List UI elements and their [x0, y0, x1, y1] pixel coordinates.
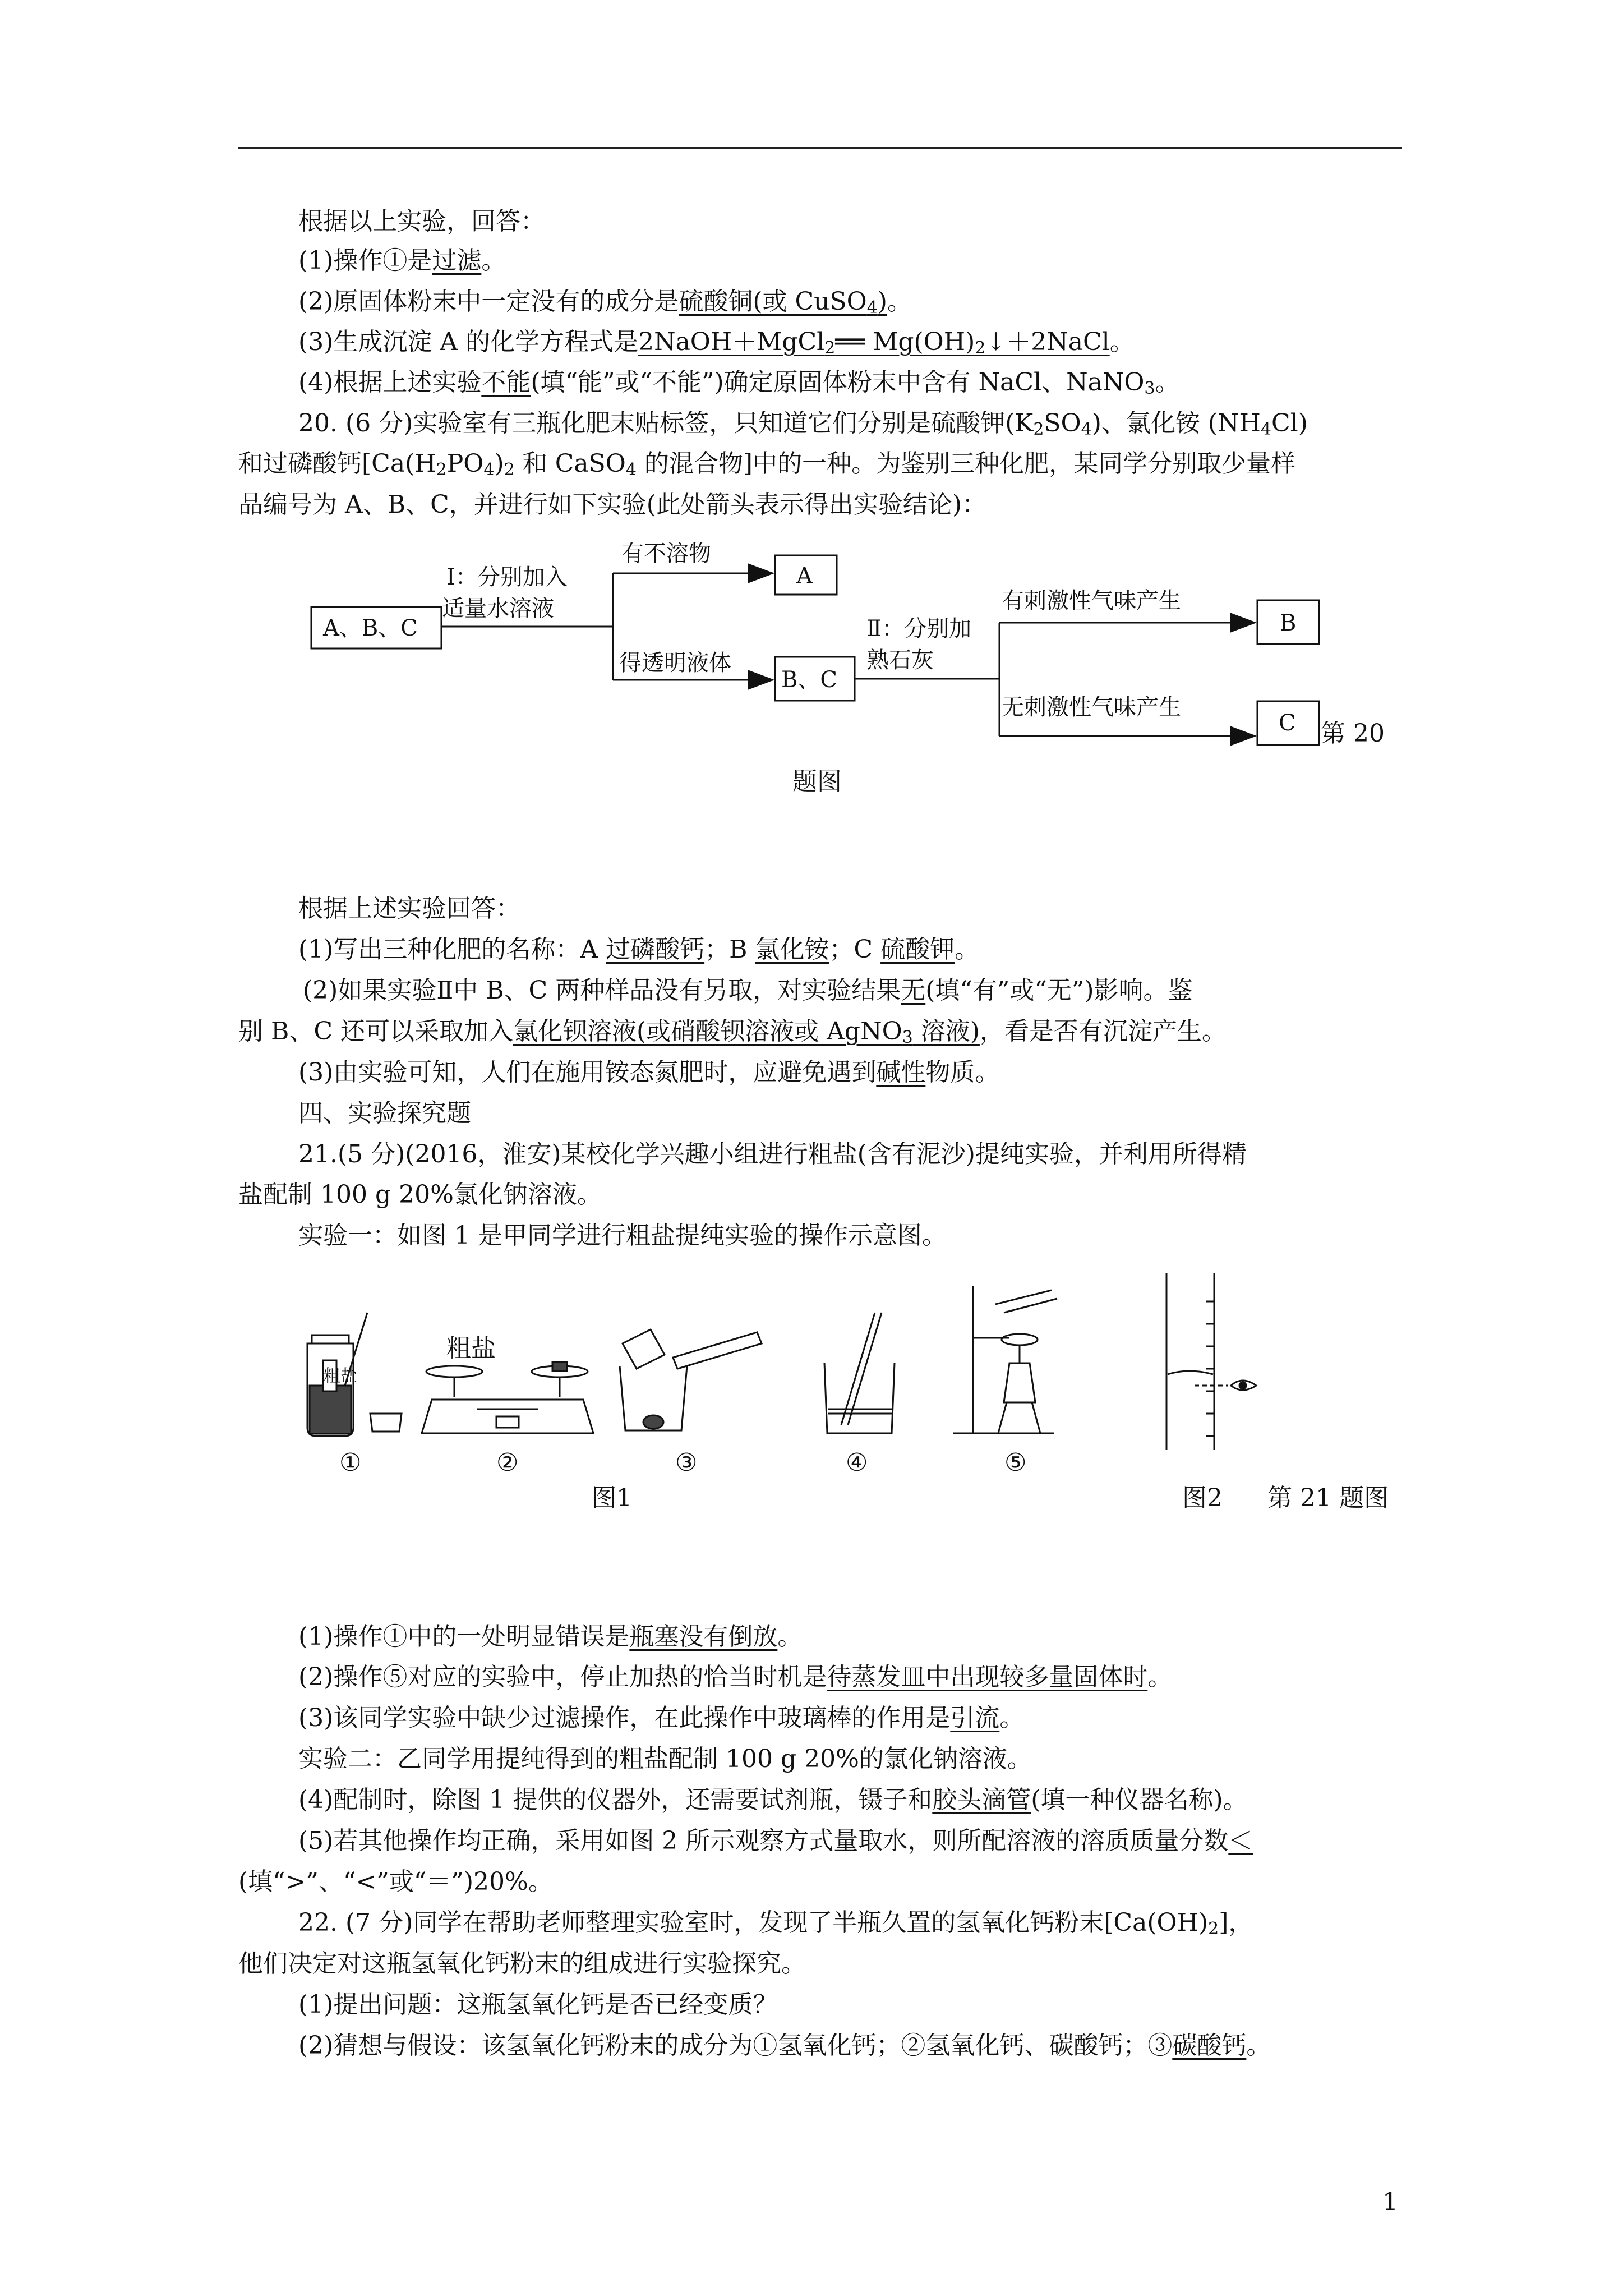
flow-branch-c-label: 无刺激性气味产生 — [1002, 694, 1181, 720]
q20-stem-line2: 和过磷酸钙[$Ca(H_2PO_4)_2$ 和 CaSO$_4$ 的混合物]中的一种。为鉴别三种化肥，某同学分别取少量样 — [238, 449, 1296, 480]
flow-box-c-label: C — [1279, 710, 1296, 736]
q19-answer-2-fill: 硫酸铜(或 CuSO$_4$) — [679, 287, 887, 318]
fig2-label: 图2 — [1182, 1484, 1223, 1512]
q20-answer-2b: 别 B、C 还可以采取加入氯化钡溶液(或硝酸钡溶液或 AgNO$_3$ 溶液)，看是否有沉淀产生。 — [238, 1017, 1227, 1047]
balance-label: 粗盐 — [446, 1334, 496, 1363]
q20-answer-intro: 根据上述实验回答： — [298, 894, 520, 923]
q22-question-2: (2)猜想与假设：该氢氧化钙粉末的成分为①氢氧化钙；②氢氧化钙、碳酸钙；③碳酸钙。 — [298, 2031, 1271, 2060]
q20-fig-caption-b: 题图 — [792, 767, 842, 796]
q21-answer-4: (4)配制时，除图 1 提供的仪器外，还需要试剂瓶，镊子和胶头滴管(填一种仪器名称)。 — [298, 1786, 1248, 1814]
flow-branch-b-label: 有刺激性气味产生 — [1002, 588, 1181, 614]
q22-question-1: (1)提出问题：这瓶氢氧化钙是否已经变质？ — [298, 1990, 778, 2019]
step-5-number: ⑤ — [1004, 1448, 1027, 1477]
graduated-cylinder-icon — [1166, 1273, 1228, 1450]
q19-answer-4-fill: 不能 — [481, 368, 531, 397]
q20-fig-caption-a: 第 20 — [1321, 719, 1385, 748]
q21-stem-line2: 盐配制 100 g 20%氯化钠溶液。 — [238, 1180, 602, 1209]
q19-answer-1: (1)操作①是过滤。 — [298, 246, 506, 275]
step-1-number: ① — [339, 1448, 362, 1477]
page-number: 1 — [1382, 2188, 1398, 2216]
evaporating-dish-icon — [370, 1414, 402, 1432]
q19-answer-1-fill: 过滤 — [432, 246, 482, 275]
q21-stem-line1: 21.(5 分)(2016，淮安)某校化学兴趣小组进行粗盐(含有泥沙)提纯实验，并利用所得精 — [298, 1140, 1247, 1168]
q20-stem-line3: 品编号为 A、B、C，并进行如下实验(此处箭头表示得出实验结论)： — [238, 490, 987, 519]
q21-answer-3: (3)该同学实验中缺少过滤操作，在此操作中玻璃棒的作用是引流。 — [298, 1704, 1025, 1732]
q21-stem-line3: 实验一：如图 1 是甲同学进行粗盐提纯实验的操作示意图。 — [298, 1221, 947, 1250]
step-3-number: ③ — [675, 1448, 698, 1477]
step-2-number: ② — [496, 1448, 519, 1477]
flow-step1-line1: Ⅰ：分别加入 — [446, 564, 568, 590]
stirring-beaker-icon — [824, 1313, 895, 1433]
q22-stem-line1: 22. (7 分)同学在帮助老师整理实验室时，发现了半瓶久置的氢氧化钙粉末$[Ca(OH)_2]$， — [298, 1908, 1253, 1939]
flow-box-bc-label: B、C — [781, 667, 837, 693]
pouring-beaker-icon — [620, 1329, 762, 1430]
flow-branch-top-label: 有不溶物 — [621, 541, 711, 567]
q21-answer-5b: (填“>”、“<”或“＝”)20%。 — [238, 1867, 553, 1896]
eye-icon — [1231, 1381, 1256, 1390]
q19-answer-4: (4)根据上述实验不能(填“能”或“不能”)确定原固体粉末中含有 NaCl、NaNO$_3$。 — [298, 368, 1180, 398]
q19-answer-2: (2)原固体粉末中一定没有的成分是硫酸铜(或 CuSO$_4$)。 — [298, 287, 912, 318]
q20-stem-line1: 20. (6 分)实验室有三瓶化肥末贴标签，只知道它们分别是硫酸钾$(K_2SO_4)$、氯化铵 $(NH_4Cl)$ — [298, 409, 1308, 439]
q19-answer-3-fill: 2NaOH＋MgCl$_2$══ $Mg(OH)_2↓+2NaCl$ — [638, 328, 1110, 358]
jar-label: 粗盐 — [324, 1366, 357, 1386]
q20-answer-3: (3)由实验可知，人们在施用铵态氮肥时，应避免遇到碱性物质。 — [298, 1058, 1000, 1087]
q20-answer-2: (2)如果实验Ⅱ中 B、C 两种样品没有另取，对实验结果无(填“有”或“无”)影响。鉴 — [303, 976, 1193, 1005]
section-heading: 四、实验探究题 — [298, 1099, 471, 1128]
flow-branch-bottom-label: 得透明液体 — [619, 650, 731, 676]
q22-stem-line2: 他们决定对这瓶氢氧化钙粉末的组成进行实验探究。 — [238, 1949, 806, 1978]
q20-answer-1: (1)写出三种化肥的名称：A 过磷酸钙；B 氯化铵；C 硫酸钾。 — [298, 935, 980, 964]
q21-answer-2: (2)操作⑤对应的实验中，停止加热的恰当时机是待蒸发皿中出现较多量固体时。 — [298, 1663, 1173, 1691]
flow-step1-line2: 适量水溶液 — [442, 596, 554, 622]
fig1-label: 图1 — [592, 1484, 632, 1512]
q19-answer-3: (3)生成沉淀 A 的化学方程式是2NaOH＋MgCl$_2$══ $Mg(OH)_2↓+2NaCl$。 — [298, 328, 1135, 358]
flow-start-label: A、B、C — [323, 615, 418, 641]
q21-answer-1: (1)操作①中的一处明显错误是瓶塞没有倒放。 — [298, 1622, 803, 1651]
step-4-number: ④ — [846, 1448, 868, 1477]
flow-step2-line2: 熟石灰 — [866, 647, 934, 673]
flow-box-a-label: A — [796, 563, 813, 589]
q21-answer-5: (5)若其他操作均正确，采用如图 2 所示观察方式量取水，则所配溶液的溶质质量分数＜ — [298, 1826, 1253, 1855]
flow-box-b-label: B — [1280, 610, 1297, 636]
flow-step2-line1: Ⅱ：分别加 — [866, 616, 972, 642]
balance-icon — [422, 1362, 593, 1433]
q21-fig-caption: 第 21 题图 — [1267, 1484, 1389, 1512]
evaporation-stand-icon — [953, 1286, 1057, 1433]
q19-intro: 根据以上实验，回答： — [298, 207, 545, 236]
q21-experiment-2: 实验二：乙同学用提纯得到的粗盐配制 100 g 20%的氯化钠溶液。 — [298, 1745, 1032, 1773]
